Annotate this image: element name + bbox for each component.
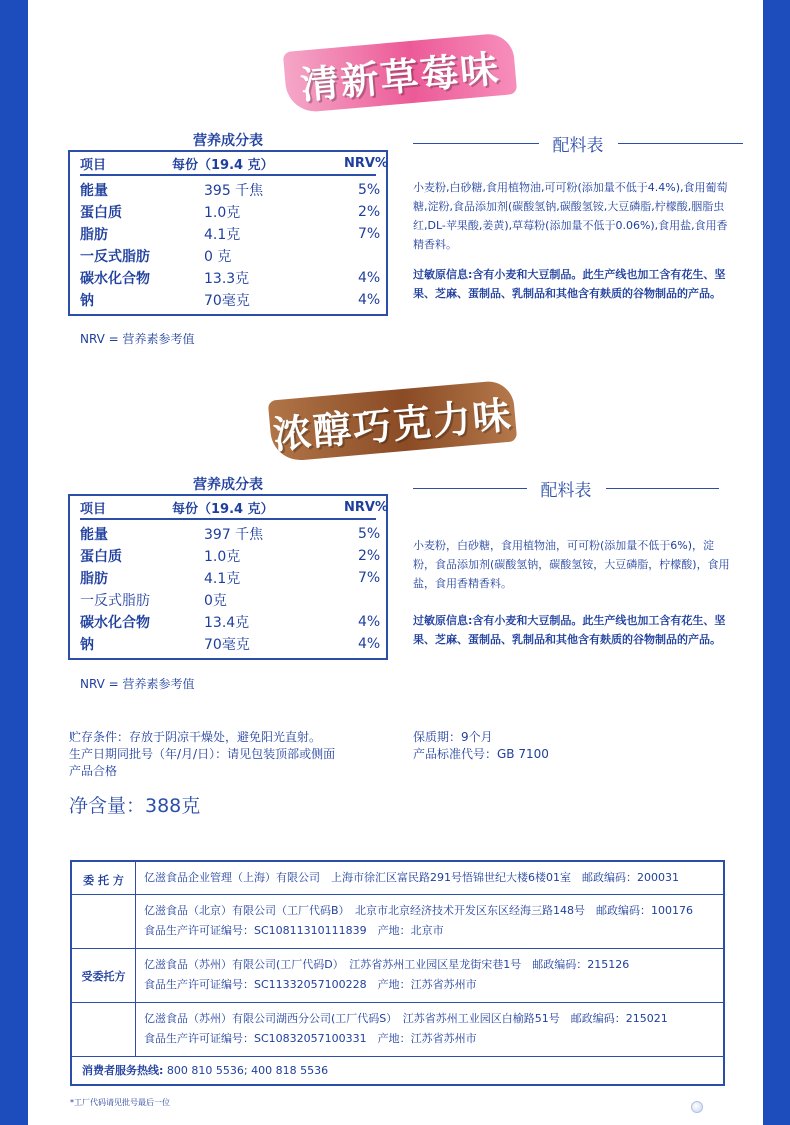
- nutrition-table: [68, 494, 388, 660]
- entrusted-company-1: [144, 901, 693, 941]
- divider: [413, 143, 539, 144]
- row-nrv: 5%: [358, 182, 381, 198]
- factory-code-footnote: *工厂代码请见批号最后一位: [70, 1098, 170, 1107]
- nutrition-table: [68, 150, 388, 316]
- header-serving: 每份（19.4 克）: [172, 157, 274, 173]
- table-row: [80, 633, 381, 655]
- ingredients-text: 小麦粉,白砂糖,食用植物油,可可粉(添加量不低于4.4%),食用葡萄糖,淀粉,食品添加剂(碳酸氢钠,碳酸氢铵,大豆磷脂,柠檬酸,胭脂虫红,DL-苹果酸,姜黄),草莓粉(添加量不低于0.06%),食用盐,食用香精香料。: [413, 181, 728, 251]
- row-amount: 13.3克: [204, 271, 250, 287]
- right-border-stripe: [763, 0, 790, 1125]
- table-row: [80, 179, 381, 201]
- entrusted-company-3: [144, 1009, 668, 1049]
- table-row: [80, 245, 376, 267]
- nutrition-rows: [80, 176, 381, 314]
- row-amount: 70毫克: [204, 637, 250, 653]
- ingredients-heading: [413, 476, 719, 501]
- row-amount: 13.4克: [204, 615, 250, 631]
- table-row: [80, 289, 381, 311]
- header-item: 项目: [80, 157, 107, 173]
- row-item: 一反式脂肪: [80, 249, 150, 265]
- table-row: [80, 223, 381, 245]
- divider: [135, 895, 136, 949]
- row-nrv: 2%: [358, 548, 381, 564]
- row-item: 蛋白质: [80, 549, 122, 565]
- divider: [135, 1003, 136, 1057]
- row-amount: 0 克: [204, 249, 232, 265]
- nutrition-header: [80, 496, 388, 520]
- table-row: [80, 567, 381, 589]
- entrust-row: [72, 862, 723, 895]
- row-amount: 1.0克: [204, 549, 241, 565]
- header-nrv: NRV%: [344, 155, 388, 171]
- ingredients-label: 配料表: [540, 481, 592, 501]
- table-row: [80, 267, 381, 289]
- row-nrv: 4%: [358, 292, 381, 308]
- header-nrv: NRV%: [344, 499, 388, 515]
- shelf-life: 保质期：9个月: [413, 730, 493, 744]
- row-nrv: 2%: [358, 204, 381, 220]
- row-item: 能量: [80, 527, 108, 543]
- nrv-note: NRV = 营养素参考值: [80, 677, 195, 691]
- row-amount: 4.1克: [204, 227, 241, 243]
- row-nrv: 4%: [358, 270, 381, 286]
- table-row: [80, 523, 381, 545]
- allergen-info: 过敏原信息:含有小麦和大豆制品。此生产线也加工含有花生、坚果、芝麻、蛋制品、乳制品和其他含有麸质的谷物制品的产品。: [413, 268, 726, 300]
- table-row: [80, 545, 381, 567]
- row-item: 钠: [80, 293, 94, 309]
- row-amount: 4.1克: [204, 571, 241, 587]
- product-qualified: 产品合格: [69, 764, 118, 778]
- allergen-info: 过敏原信息:含有小麦和大豆制品。此生产线也加工含有花生、坚果、芝麻、蛋制品、乳制品和其他含有麸质的谷物制品的产品。: [413, 614, 726, 646]
- company-license: 食品生产许可证编号：SC10811310111839 产地：北京市: [144, 924, 444, 937]
- row-item: 蛋白质: [80, 205, 122, 221]
- ingredients-text: 小麦粉，白砂糖，食用植物油，可可粉(添加量不低于6%)，淀粉，食品添加剂(碳酸氢钠，碳酸氢铵，大豆磷脂，柠檬酸)，食用盐，食用香精香料。: [413, 539, 730, 590]
- ingredients-label: 配料表: [552, 136, 604, 156]
- row-item: 碳水化合物: [80, 615, 150, 631]
- row-item: 钠: [80, 637, 94, 653]
- company-table: [70, 860, 725, 1086]
- row-item: 能量: [80, 183, 108, 199]
- shelf-info: [413, 729, 549, 763]
- entrusted-row-1: [72, 895, 723, 949]
- table-row: [80, 589, 376, 611]
- entrust-text: 亿滋食品企业管理（上海）有限公司 上海市徐汇区富民路291号悟锦世纪大楼6楼01室 邮政编码：200031: [144, 871, 679, 884]
- flavor-name: 浓醇巧克力味: [271, 392, 515, 457]
- table-row: [80, 611, 381, 633]
- row-amount: 1.0克: [204, 205, 241, 221]
- divider: [618, 143, 744, 144]
- decorative-dot: [691, 1101, 703, 1113]
- nutrition-rows: [80, 520, 381, 658]
- product-standard: 产品标准代号：GB 7100: [413, 747, 549, 761]
- row-item: 碳水化合物: [80, 271, 150, 287]
- nrv-note: NRV = 营养素参考值: [80, 332, 195, 346]
- divider: [135, 862, 136, 895]
- left-border-stripe: [0, 0, 28, 1125]
- row-nrv: 4%: [358, 636, 381, 652]
- company-address: 亿滋食品（苏州）有限公司(工厂代码D） 江苏省苏州工业园区星龙街宋巷1号 邮政编码：215126: [144, 958, 630, 971]
- company-license: 食品生产许可证编号：SC10832057100331 产地：江苏省苏州市: [144, 1032, 477, 1045]
- row-nrv: 7%: [358, 570, 381, 586]
- entrusted-row-3: [72, 1003, 723, 1057]
- hotline-number: 800 810 5536; 400 818 5536: [166, 1064, 329, 1077]
- header-serving: 每份（19.4 克）: [172, 501, 274, 517]
- storage-info: [69, 729, 335, 780]
- divider: [135, 949, 136, 1003]
- hotline-label: 消费者服务热线:: [82, 1064, 164, 1077]
- row-item: 脂肪: [80, 571, 108, 587]
- entrusted-row-2: [72, 949, 723, 1003]
- production-date: 生产日期同批号（年/月/日）：请见包装顶部或侧面: [69, 747, 336, 761]
- divider: [413, 488, 527, 489]
- row-nrv: 5%: [358, 526, 381, 542]
- row-amount: 70毫克: [204, 293, 250, 309]
- table-row: [80, 201, 381, 223]
- row-nrv: 7%: [358, 226, 381, 242]
- row-nrv: 4%: [358, 614, 381, 630]
- net-content: 净含量：388克: [69, 795, 201, 817]
- storage-condition: 贮存条件：存放于阴凉干燥处，避免阳光直射。: [69, 730, 322, 744]
- company-address: 亿滋食品（苏州）有限公司湖西分公司(工厂代码S） 江苏省苏州工业园区白榆路51号 邮政编码：215021: [144, 1012, 668, 1025]
- flavor-name: 清新草莓味: [298, 45, 502, 108]
- hotline: [82, 1061, 328, 1081]
- company-license: 食品生产许可证编号：SC11332057100228 产地：江苏省苏州市: [144, 978, 477, 991]
- company-address: 亿滋食品（北京）有限公司（工厂代码B） 北京市北京经济技术开发区东区经海三路148号 邮政编码：100176: [144, 904, 694, 917]
- nutrition-title: 营养成分表: [193, 477, 263, 493]
- entrust-label: 委 托 方: [83, 874, 124, 887]
- divider: [606, 488, 720, 489]
- row-amount: 397 千焦: [204, 527, 264, 543]
- header-item: 项目: [80, 501, 107, 517]
- nutrition-title: 营养成分表: [193, 133, 263, 149]
- ingredients-heading: [413, 131, 743, 156]
- entrusted-company-2: [144, 955, 629, 995]
- entrusted-label: 受委托方: [81, 970, 126, 983]
- row-item: 一反式脂肪: [80, 593, 150, 609]
- row-amount: 395 千焦: [204, 183, 264, 199]
- hotline-row: [72, 1057, 723, 1086]
- row-item: 脂肪: [80, 227, 108, 243]
- nutrition-header: [80, 152, 388, 176]
- row-amount: 0克: [204, 593, 227, 609]
